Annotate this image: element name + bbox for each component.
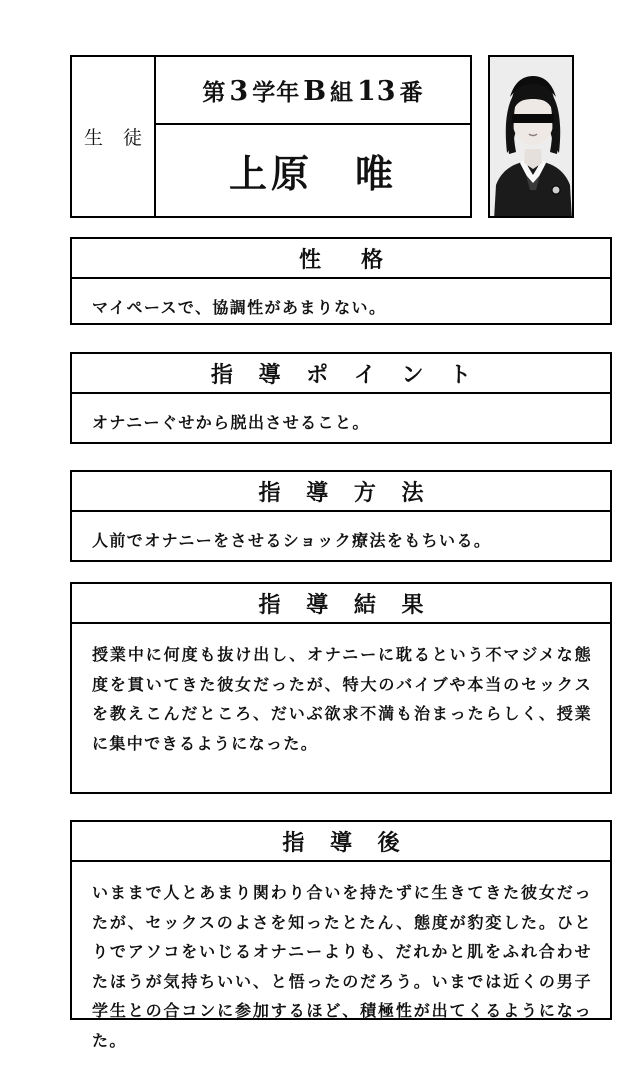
section-text: いままで人とあまり関わり合いを持たずに生きてきた彼女だったが、セックスのよさを知ったとたん、態度が豹変した。ひとりでアソコをいじるオナニーよりも、だれかと肌をふれ合わせたほうが気持ちいい、と悟ったのだろう。いまでは近くの男子学生との合コンに参加するほど、積極性が出てくるようになった。: [92, 883, 592, 1050]
section-header-shidou-point: [72, 354, 610, 394]
section-shidou-houhou: [70, 470, 612, 562]
section-text: 授業中に何度も抜け出し、オナニーに耽るという不マジメな態度を貫いてきた彼女だったが、特大のバイブや本当のセックスを教えこんだところ、だいぶ欲求不満も治まったらしく、授業に集中できるようになった。: [92, 645, 592, 753]
section-title: 指 導 方 法: [258, 479, 433, 506]
student-row-label: 生 徒: [83, 127, 150, 149]
student-name: 上原 唯: [228, 151, 397, 196]
section-shidou-go: [70, 820, 612, 1050]
section-shidou-point: [70, 352, 612, 444]
section-title: 指 導 後: [282, 829, 409, 856]
section-header-shidou-go: [72, 822, 610, 862]
class-line: 第 3 学年 B 組 13 番: [202, 75, 424, 107]
student-row-label-cell: [72, 57, 156, 216]
student-name-row: [156, 125, 470, 216]
section-body-seikaku: [72, 279, 610, 337]
section-text: オナニーぐせから脱出させること。: [92, 413, 370, 432]
section-title: 指 導 結 果: [258, 591, 433, 618]
section-body-shidou-houhou: [72, 512, 610, 570]
section-header-shidou-houhou: [72, 472, 610, 512]
section-body-shidou-point: [72, 394, 610, 452]
section-seikaku: [70, 237, 612, 325]
section-header-seikaku: [72, 239, 610, 279]
student-header-block: [70, 55, 472, 218]
section-shidou-kekka: [70, 582, 612, 794]
portrait-illustration: [490, 57, 574, 218]
section-header-shidou-kekka: [72, 584, 610, 624]
section-title: 指 導 ポ イ ン ト: [210, 361, 481, 388]
section-title: 性 格: [298, 246, 392, 273]
section-text: マイペースで、協調性があまりない。: [92, 298, 387, 317]
student-portrait: [488, 55, 574, 218]
class-row: [156, 57, 470, 125]
section-text: 人前でオナニーをさせるショック療法をもちいる。: [92, 531, 492, 550]
student-header-right: [156, 57, 470, 216]
section-body-shidou-go: [72, 862, 610, 1070]
section-body-shidou-kekka: [72, 624, 610, 772]
